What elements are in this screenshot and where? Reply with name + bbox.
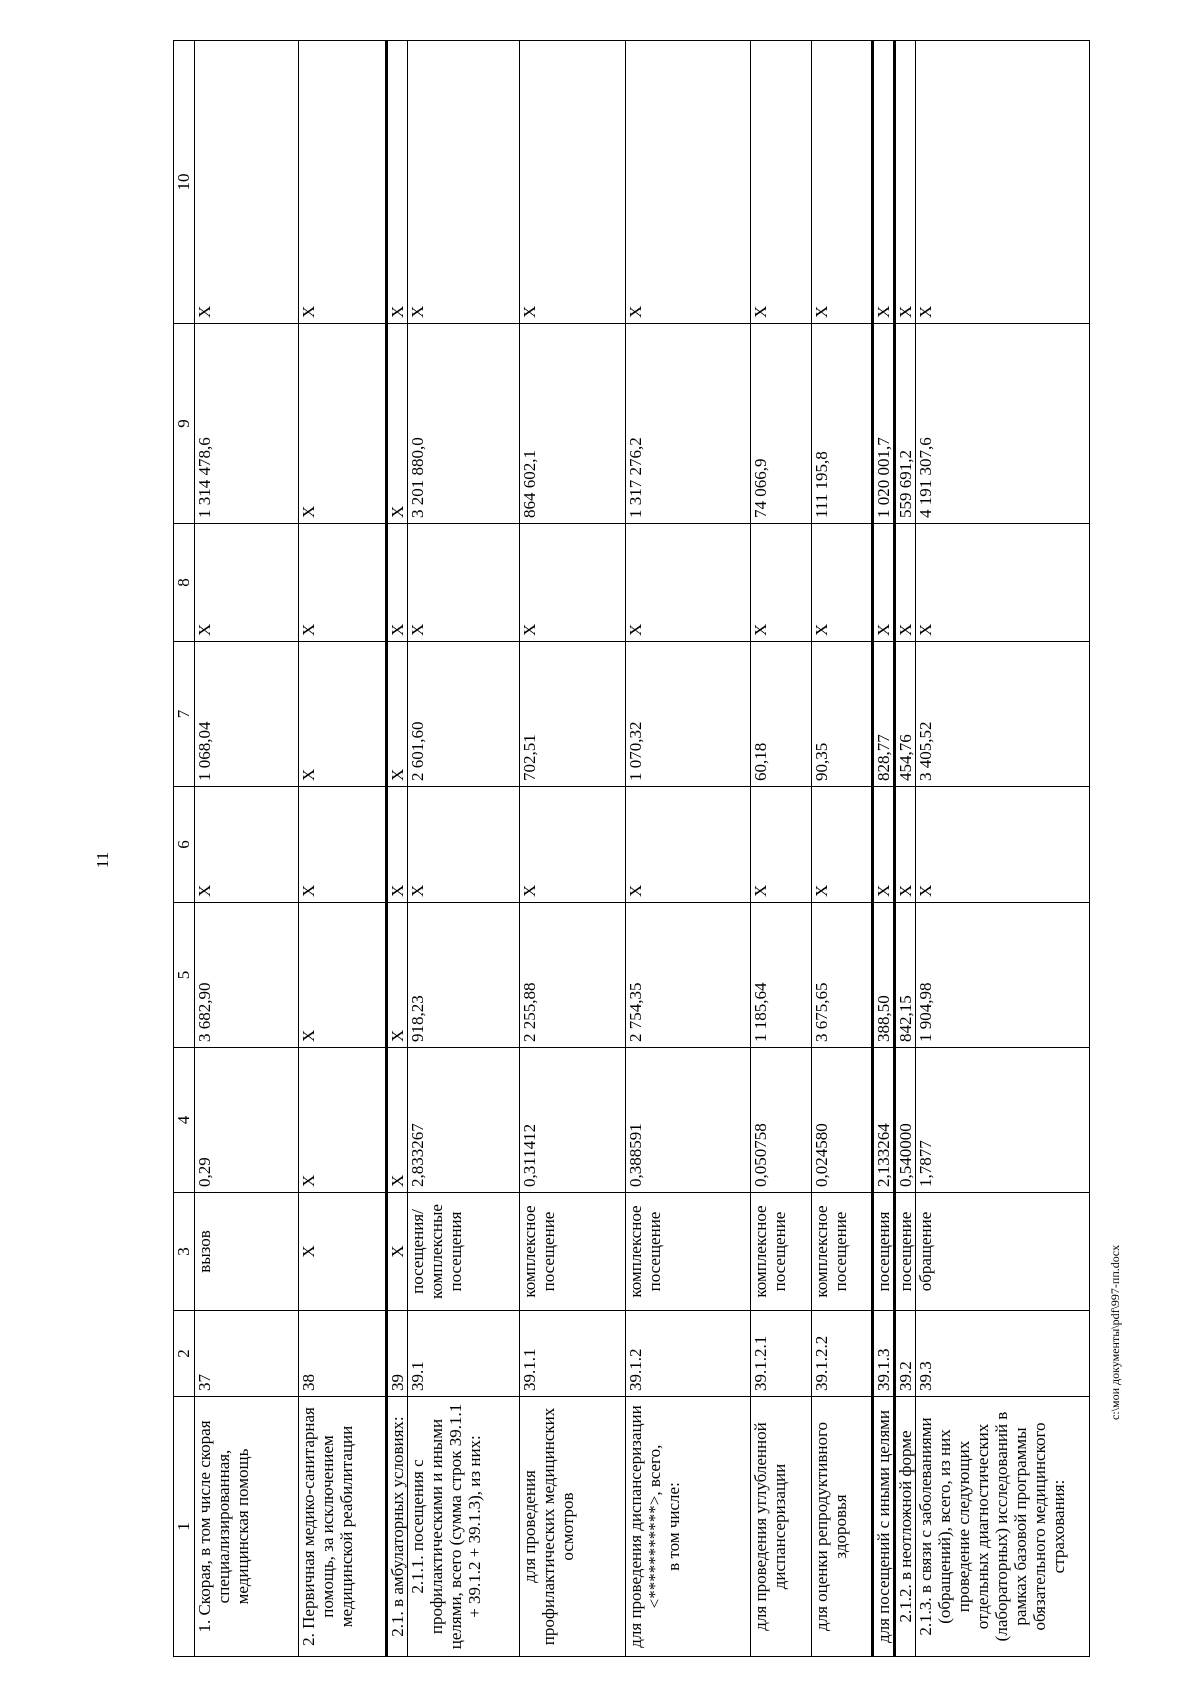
table-cell-col9: 111 195,8: [812, 324, 873, 524]
table-cell-col9: 3 201 880,0: [408, 324, 520, 524]
table-cell-col9: Х: [387, 324, 408, 524]
table-cell-col2: 39.1: [408, 1311, 520, 1397]
table-row: [812, 41, 873, 1657]
table-cell-col9: Х: [299, 324, 387, 524]
table-cell-col4: 0,540000: [895, 1048, 916, 1193]
table-cell-col7: 1 068,04: [195, 642, 299, 787]
table-cell-col6: Х: [873, 787, 895, 903]
table-cell-col9: 1 317 276,2: [626, 324, 751, 524]
table-cell-col8: Х: [812, 524, 873, 642]
table-cell-col5: 3 675,65: [812, 903, 873, 1048]
table-cell-col6: Х: [895, 787, 916, 903]
table-cell-col9: 74 066,9: [751, 324, 812, 524]
table-cell-col5: 842,15: [895, 903, 916, 1048]
table-cell-col9: 1 020 001,7: [873, 324, 895, 524]
table-cell-col8: Х: [195, 524, 299, 642]
table-cell-col10: Х: [299, 41, 387, 324]
table-cell-col2: 39.3: [916, 1311, 1090, 1397]
table-cell-col9: 1 314 478,6: [195, 324, 299, 524]
table-cell-col5: Х: [299, 903, 387, 1048]
table-cell-col7: 2 601,60: [408, 642, 520, 787]
table-cell-col4: 1,7877: [916, 1048, 1090, 1193]
table-row: [916, 41, 1090, 1657]
table-cell-col3: комплексное посещение: [812, 1193, 873, 1311]
table-cell-col3: Х: [387, 1193, 408, 1311]
table-cell-col2: 39.1.2.1: [751, 1311, 812, 1397]
table-cell-col2: 39: [387, 1311, 408, 1397]
table-cell-col10: Х: [387, 41, 408, 324]
table-cell-col4: 0,311412: [520, 1048, 626, 1193]
table-cell-col5: 1 185,64: [751, 903, 812, 1048]
table-body: [195, 41, 1090, 1657]
table-cell-col8: Х: [299, 524, 387, 642]
table-cell-col6: Х: [751, 787, 812, 903]
table-cell-col4: 0,024580: [812, 1048, 873, 1193]
table-row: [299, 41, 387, 1657]
table-cell-col10: Х: [916, 41, 1090, 324]
table-cell-col1: для проведения углубленной диспансеризации: [751, 1397, 812, 1657]
table-cell-col2: 39.1.1: [520, 1311, 626, 1397]
table-cell-col3: посещения: [873, 1193, 895, 1311]
table-cell-col10: Х: [895, 41, 916, 324]
table-cell-col6: Х: [916, 787, 1090, 903]
table-cell-col1: для оценки репродуктивного здоровья: [812, 1397, 873, 1657]
table-cell-col6: Х: [408, 787, 520, 903]
table-cell-col4: 2,133264: [873, 1048, 895, 1193]
table-cell-col7: 3 405,52: [916, 642, 1090, 787]
header-cell: 9: [174, 324, 195, 524]
table-cell-col3: обращение: [916, 1193, 1090, 1311]
data-table: [173, 40, 1090, 1657]
table-cell-col3: посещение: [895, 1193, 916, 1311]
table-cell-col1: 2. Первичная медико-санитарная помощь, за исключением медицинской реабилитации: [299, 1397, 387, 1657]
table-cell-col1: для проведения профилактических медицинских осмотров: [520, 1397, 626, 1657]
table-cell-col2: 39.1.3: [873, 1311, 895, 1397]
table-row: [520, 41, 626, 1657]
header-cell: 8: [174, 524, 195, 642]
table-cell-col1: для посещений с иными целями: [873, 1397, 895, 1657]
header-cell: 6: [174, 787, 195, 903]
table-cell-col1: 2.1.1. посещения с профилактическими и иными целями, всего (сумма строк 39.1.1 + 39.1.2 + 39.1.3), из них:: [408, 1397, 520, 1657]
table-cell-col5: 388,50: [873, 903, 895, 1048]
table-cell-col2: 38: [299, 1311, 387, 1397]
header-cell: 5: [174, 903, 195, 1048]
table-row: [195, 41, 299, 1657]
table-row: [626, 41, 751, 1657]
table-cell-col2: 39.1.2.2: [812, 1311, 873, 1397]
table-cell-col2: 39.2: [895, 1311, 916, 1397]
table-cell-col6: Х: [626, 787, 751, 903]
table-cell-col5: 1 904,98: [916, 903, 1090, 1048]
table-row: [895, 41, 916, 1657]
table-cell-col4: 0,29: [195, 1048, 299, 1193]
table-cell-col5: 918,23: [408, 903, 520, 1048]
table-cell-col7: Х: [299, 642, 387, 787]
footer-path: c:\мои документы\pdf\997-пп.docx: [1108, 1244, 1122, 1420]
table-cell-col3: комплексное посещение: [626, 1193, 751, 1311]
table-cell-col8: Х: [916, 524, 1090, 642]
header-cell: 1: [174, 1397, 195, 1657]
table-cell-col7: 828,77: [873, 642, 895, 787]
table-cell-col5: 3 682,90: [195, 903, 299, 1048]
table-cell-col4: 0,050758: [751, 1048, 812, 1193]
table-cell-col10: Х: [408, 41, 520, 324]
header-cell: 10: [174, 41, 195, 324]
table-cell-col1: 1. Скорая, в том числе скорая специализированная, медицинская помощь: [195, 1397, 299, 1657]
table-cell-col1: 2.1. в амбулаторных условиях:: [387, 1397, 408, 1657]
header-cell: 7: [174, 642, 195, 787]
table-cell-col8: Х: [387, 524, 408, 642]
header-cell: 3: [174, 1193, 195, 1311]
table-cell-col7: 90,35: [812, 642, 873, 787]
table-cell-col3: комплексное посещение: [520, 1193, 626, 1311]
table-cell-col6: Х: [195, 787, 299, 903]
header-row: [174, 41, 195, 1657]
rotated-table-container: [173, 41, 1068, 1657]
table-cell-col8: Х: [895, 524, 916, 642]
table-row: [751, 41, 812, 1657]
table-cell-col4: 0,388591: [626, 1048, 751, 1193]
table-cell-col3: посещения/ комплексные посещения: [408, 1193, 520, 1311]
table-cell-col10: Х: [195, 41, 299, 324]
table-cell-col4: Х: [299, 1048, 387, 1193]
table-row: [387, 41, 408, 1657]
table-cell-col6: Х: [812, 787, 873, 903]
table-cell-col1: 2.1.2. в неотложной форме: [895, 1397, 916, 1657]
table-cell-col3: комплексное посещение: [751, 1193, 812, 1311]
table-cell-col6: Х: [299, 787, 387, 903]
table-cell-col7: 454,76: [895, 642, 916, 787]
table-cell-col8: Х: [751, 524, 812, 642]
header-cell: 4: [174, 1048, 195, 1193]
table-cell-col4: Х: [387, 1048, 408, 1193]
table-cell-col1: для проведения диспансеризации <***********>, всего, в том числе:: [626, 1397, 751, 1657]
table-cell-col5: Х: [387, 903, 408, 1048]
table-cell-col2: 37: [195, 1311, 299, 1397]
table-row: [873, 41, 895, 1657]
table-cell-col9: 864 602,1: [520, 324, 626, 524]
table-cell-col9: 559 691,2: [895, 324, 916, 524]
table-cell-col8: Х: [873, 524, 895, 642]
table-cell-col10: Х: [626, 41, 751, 324]
table-cell-col8: Х: [408, 524, 520, 642]
table-cell-col7: 702,51: [520, 642, 626, 787]
table-cell-col10: Х: [812, 41, 873, 324]
table-cell-col10: Х: [520, 41, 626, 324]
table-cell-col9: 4 191 307,6: [916, 324, 1090, 524]
table-cell-col3: Х: [299, 1193, 387, 1311]
table-cell-col7: Х: [387, 642, 408, 787]
header-cell: 2: [174, 1311, 195, 1397]
table-cell-col6: Х: [387, 787, 408, 903]
table-cell-col10: Х: [751, 41, 812, 324]
table-cell-col5: 2 754,35: [626, 903, 751, 1048]
table-row: [408, 41, 520, 1657]
table-cell-col6: Х: [520, 787, 626, 903]
table-cell-col4: 2,833267: [408, 1048, 520, 1193]
table-cell-col8: Х: [626, 524, 751, 642]
table-cell-col7: 1 070,32: [626, 642, 751, 787]
table-cell-col5: 2 255,88: [520, 903, 626, 1048]
table-cell-col3: вызов: [195, 1193, 299, 1311]
table-cell-col10: Х: [873, 41, 895, 324]
table-cell-col8: Х: [520, 524, 626, 642]
table-cell-col7: 60,18: [751, 642, 812, 787]
table-cell-col2: 39.1.2: [626, 1311, 751, 1397]
table-cell-col1: 2.1.3. в связи с заболеваниями (обращений), всего, из них проведение следующих отдельных диагностических (лабораторных) исследований в рамках базовой программы обязательного медицинского страхования:: [916, 1397, 1090, 1657]
page-number: 11: [93, 851, 112, 869]
